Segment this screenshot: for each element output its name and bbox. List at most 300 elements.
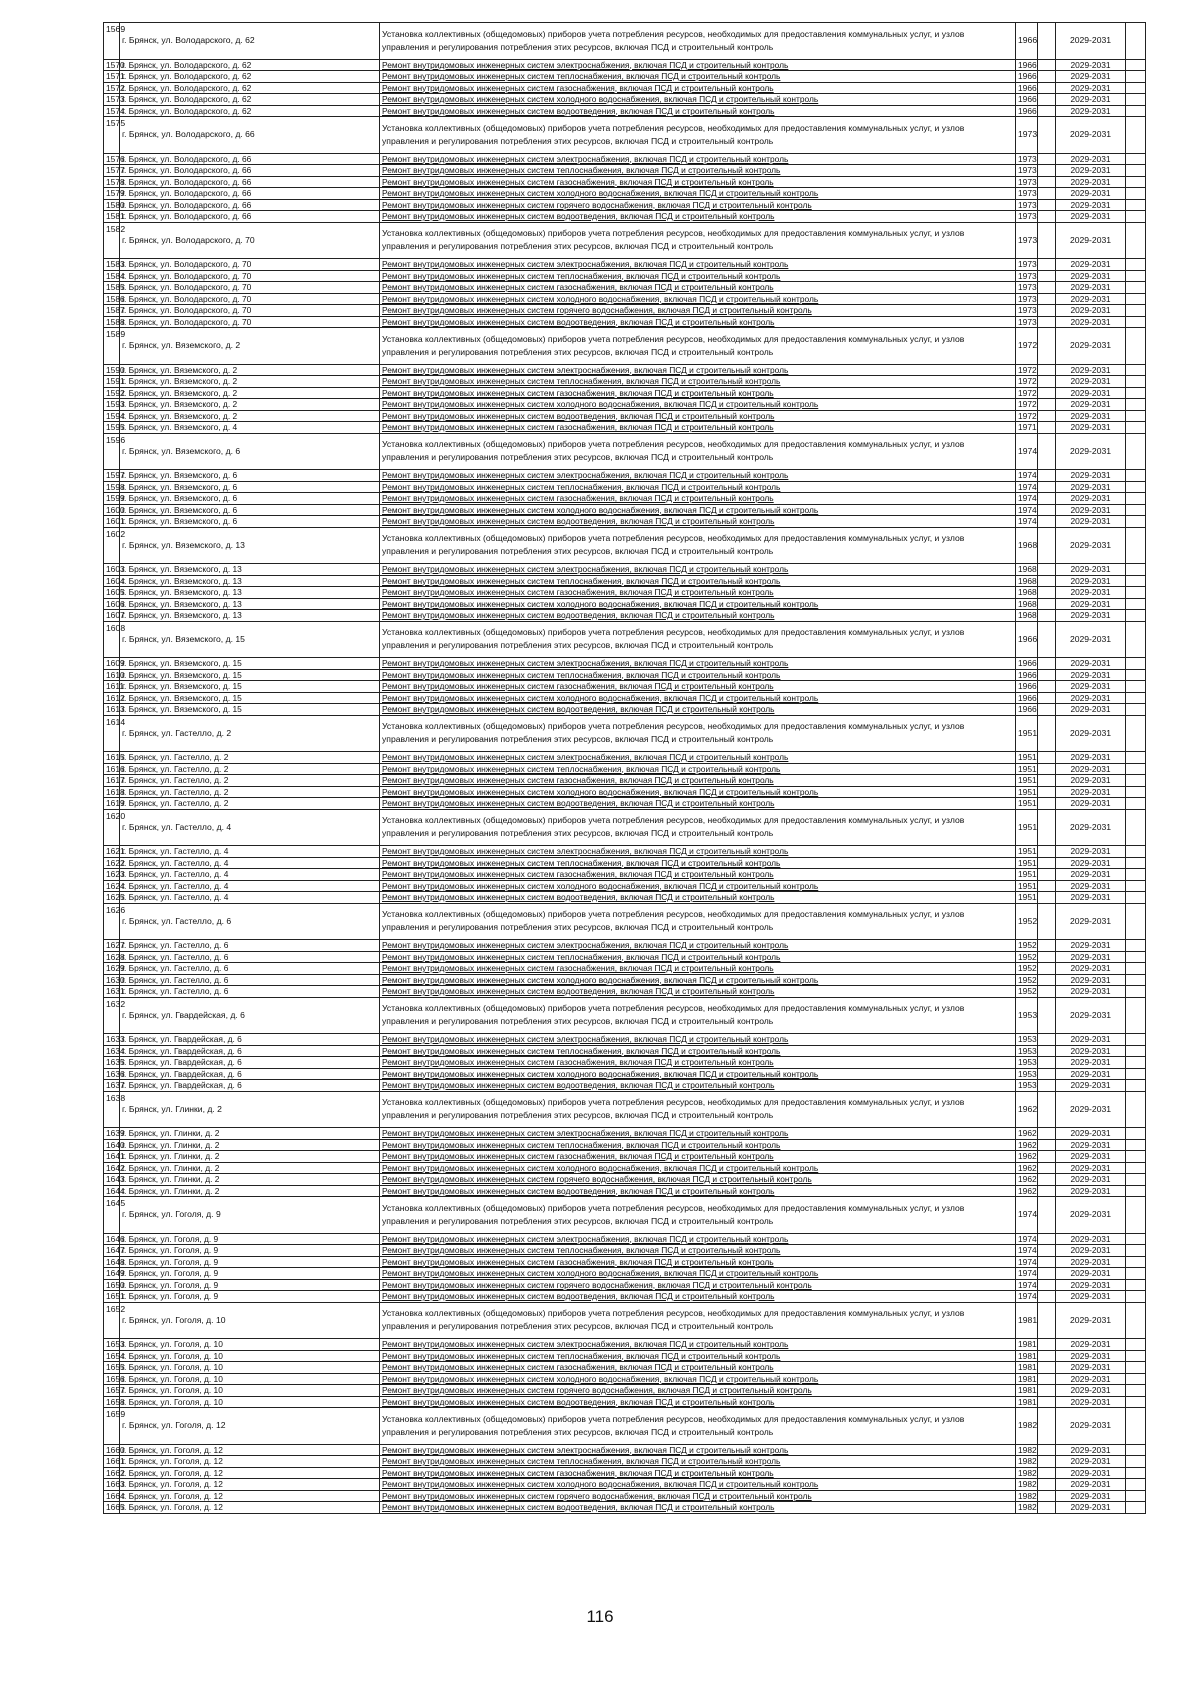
planned-period-cell: 2029-2031 [1056,610,1126,622]
address-cell: г. Брянск, ул. Гастелло, д. 2 [120,752,380,764]
address-cell: г. Брянск, ул. Гоголя, д. 9 [120,1279,380,1291]
address-cell: г. Брянск, ул. Володарского, д. 66 [120,211,380,223]
commissioning-year-cell: 1973 [1016,222,1038,259]
row-number: 1599 [104,493,120,505]
commissioning-year-cell: 1966 [1016,23,1038,60]
row-number: 1586 [104,293,120,305]
blank-cell [1038,564,1056,576]
work-type-cell: Ремонт внутридомовых инженерных систем газоснабжения, включая ПСД и строительный контроль [380,775,1016,787]
blank-cell [1038,963,1056,975]
blank-cell [1038,422,1056,434]
address-cell: г. Брянск, ул. Вяземского, д. 15 [120,704,380,716]
row-number: 1618 [104,786,120,798]
planned-period-cell: 2029-2031 [1056,1057,1126,1069]
planned-period-cell: 2029-2031 [1056,481,1126,493]
commissioning-year-cell: 1973 [1016,153,1038,165]
address-cell: г. Брянск, ул. Гоголя, д. 10 [120,1339,380,1351]
row-number: 1616 [104,763,120,775]
table-row [104,364,1146,376]
commissioning-year-cell: 1966 [1016,621,1038,658]
work-type-cell: Ремонт внутридомовых инженерных систем теплоснабжения, включая ПСД и строительный контроль [380,1350,1016,1362]
row-number: 1613 [104,704,120,716]
address-cell: г. Брянск, ул. Володарского, д. 66 [120,188,380,200]
blank-cell [1038,1339,1056,1351]
work-type-cell: Ремонт внутридомовых инженерных систем горячего водоснабжения, включая ПСД и строительный контроль [380,1174,1016,1186]
planned-period-cell: 2029-2031 [1056,575,1126,587]
work-type-cell: Установка коллективных (общедомовых) приборов учета потребления ресурсов, необходимых для предоставления коммунальных услуг, и узлов управления и регулирования потребления этих ресурсов, включая ПСД и строительный контроль [380,1408,1016,1445]
work-type-cell: Установка коллективных (общедомовых) приборов учета потребления ресурсов, необходимых для предоставления коммунальных услуг, и узлов управления и регулирования потребления этих ресурсов, включая ПСД и строительный контроль [380,1197,1016,1234]
table-row [104,94,1146,106]
work-type-cell: Ремонт внутридомовых инженерных систем теплоснабжения, включая ПСД и строительный контроль [380,951,1016,963]
commissioning-year-cell: 1953 [1016,1034,1038,1046]
work-type-cell: Ремонт внутридомовых инженерных систем горячего водоснабжения, включая ПСД и строительный контроль [380,305,1016,317]
work-type-cell: Ремонт внутридомовых инженерных систем электроснабжения, включая ПСД и строительный контроль [380,259,1016,271]
row-number: 1608 [104,621,120,658]
address-cell: г. Брянск, ул. Володарского, д. 66 [120,199,380,211]
blank-cell [1038,165,1056,177]
work-type-cell: Ремонт внутридомовых инженерных систем газоснабжения, включая ПСД и строительный контроль [380,282,1016,294]
capital-repair-register [103,22,1145,1514]
blank-cell [1038,846,1056,858]
commissioning-year-cell: 1973 [1016,211,1038,223]
table-row [104,1302,1146,1339]
table-row [104,1467,1146,1479]
blank-cell [1126,951,1146,963]
blank-cell [1038,1080,1056,1092]
table-row [104,1373,1146,1385]
table-row [104,610,1146,622]
blank-cell [1126,1080,1146,1092]
address-cell: г. Брянск, ул. Вяземского, д. 13 [120,587,380,599]
work-type-cell: Ремонт внутридомовых инженерных систем теплоснабжения, включая ПСД и строительный контроль [380,575,1016,587]
address-cell: г. Брянск, ул. Володарского, д. 66 [120,176,380,188]
address-cell: г. Брянск, ул. Гвардейская, д. 6 [120,1080,380,1092]
commissioning-year-cell: 1952 [1016,986,1038,998]
blank-cell [1126,986,1146,998]
row-number: 1583 [104,259,120,271]
planned-period-cell: 2029-2031 [1056,316,1126,328]
blank-cell [1038,211,1056,223]
work-type-cell: Установка коллективных (общедомовых) приборов учета потребления ресурсов, необходимых для предоставления коммунальных услуг, и узлов управления и регулирования потребления этих ресурсов, включая ПСД и строительный контроль [380,809,1016,846]
table-row [104,305,1146,317]
row-number: 1649 [104,1268,120,1280]
work-type-cell: Ремонт внутридомовых инженерных систем газоснабжения, включая ПСД и строительный контроль [380,587,1016,599]
commissioning-year-cell: 1974 [1016,493,1038,505]
row-number: 1619 [104,798,120,810]
commissioning-year-cell: 1974 [1016,504,1038,516]
blank-cell [1126,516,1146,528]
blank-cell [1126,763,1146,775]
address-cell: г. Брянск, ул. Гоголя, д. 12 [120,1467,380,1479]
blank-cell [1038,1444,1056,1456]
table-row [104,1080,1146,1092]
row-number: 1657 [104,1385,120,1397]
row-number: 1578 [104,176,120,188]
blank-cell [1126,1091,1146,1128]
work-type-cell: Ремонт внутридомовых инженерных систем электроснабжения, включая ПСД и строительный контроль [380,364,1016,376]
blank-cell [1038,974,1056,986]
blank-cell [1126,1162,1146,1174]
address-cell: г. Брянск, ул. Володарского, д. 66 [120,117,380,154]
blank-cell [1038,997,1056,1034]
commissioning-year-cell: 1973 [1016,293,1038,305]
blank-cell [1038,951,1056,963]
row-number: 1573 [104,94,120,106]
commissioning-year-cell: 1966 [1016,658,1038,670]
blank-cell [1038,1034,1056,1046]
row-number: 1652 [104,1302,120,1339]
commissioning-year-cell: 1981 [1016,1362,1038,1374]
planned-period-cell: 2029-2031 [1056,293,1126,305]
commissioning-year-cell: 1962 [1016,1185,1038,1197]
commissioning-year-cell: 1981 [1016,1385,1038,1397]
table-row [104,1128,1146,1140]
table-row [104,470,1146,482]
work-type-cell: Ремонт внутридомовых инженерных систем водоотведения, включая ПСД и строительный контроль [380,610,1016,622]
commissioning-year-cell: 1962 [1016,1162,1038,1174]
blank-cell [1038,575,1056,587]
commissioning-year-cell: 1972 [1016,376,1038,388]
commissioning-year-cell: 1974 [1016,433,1038,470]
work-type-cell: Ремонт внутридомовых инженерных систем газоснабжения, включая ПСД и строительный контроль [380,387,1016,399]
commissioning-year-cell: 1982 [1016,1444,1038,1456]
commissioning-year-cell: 1974 [1016,516,1038,528]
blank-cell [1038,1128,1056,1140]
table-row [104,763,1146,775]
blank-cell [1126,1068,1146,1080]
planned-period-cell: 2029-2031 [1056,1233,1126,1245]
table-row [104,199,1146,211]
row-number: 1609 [104,658,120,670]
row-number: 1585 [104,282,120,294]
work-type-cell: Ремонт внутридомовых инженерных систем теплоснабжения, включая ПСД и строительный контроль [380,1139,1016,1151]
blank-cell [1126,211,1146,223]
address-cell: г. Брянск, ул. Гастелло, д. 6 [120,903,380,940]
table-row [104,880,1146,892]
blank-cell [1038,1233,1056,1245]
planned-period-cell: 2029-2031 [1056,1174,1126,1186]
work-type-cell: Ремонт внутридомовых инженерных систем теплоснабжения, включая ПСД и строительный контроль [380,481,1016,493]
blank-cell [1038,1467,1056,1479]
planned-period-cell: 2029-2031 [1056,1279,1126,1291]
address-cell: г. Брянск, ул. Глинки, д. 2 [120,1091,380,1128]
address-cell: г. Брянск, ул. Володарского, д. 70 [120,293,380,305]
table-row [104,1139,1146,1151]
address-cell: г. Брянск, ул. Вяземского, д. 13 [120,564,380,576]
address-cell: г. Брянск, ул. Гоголя, д. 12 [120,1502,380,1514]
commissioning-year-cell: 1973 [1016,117,1038,154]
commissioning-year-cell: 1974 [1016,1256,1038,1268]
commissioning-year-cell: 1968 [1016,610,1038,622]
blank-cell [1126,575,1146,587]
blank-cell [1038,1502,1056,1514]
work-type-cell: Ремонт внутридомовых инженерных систем теплоснабжения, включая ПСД и строительный контроль [380,1245,1016,1257]
table-row [104,1151,1146,1163]
planned-period-cell: 2029-2031 [1056,1151,1126,1163]
blank-cell [1038,176,1056,188]
address-cell: г. Брянск, ул. Гоголя, д. 9 [120,1268,380,1280]
blank-cell [1126,564,1146,576]
table-row [104,1350,1146,1362]
register-rows [104,23,1146,1514]
blank-cell [1126,1034,1146,1046]
blank-cell [1126,188,1146,200]
commissioning-year-cell: 1974 [1016,1268,1038,1280]
address-cell: г. Брянск, ул. Гоголя, д. 9 [120,1233,380,1245]
commissioning-year-cell: 1952 [1016,903,1038,940]
address-cell: г. Брянск, ул. Гастелло, д. 2 [120,786,380,798]
planned-period-cell: 2029-2031 [1056,176,1126,188]
table-row [104,376,1146,388]
row-number: 1627 [104,940,120,952]
work-type-cell: Ремонт внутридомовых инженерных систем водоотведения, включая ПСД и строительный контроль [380,798,1016,810]
row-number: 1593 [104,399,120,411]
planned-period-cell: 2029-2031 [1056,880,1126,892]
table-row [104,1256,1146,1268]
planned-period-cell: 2029-2031 [1056,869,1126,881]
table-row [104,222,1146,259]
planned-period-cell: 2029-2031 [1056,94,1126,106]
table-row [104,328,1146,365]
work-type-cell: Ремонт внутридомовых инженерных систем водоотведения, включая ПСД и строительный контроль [380,704,1016,716]
commissioning-year-cell: 1974 [1016,1291,1038,1303]
blank-cell [1038,610,1056,622]
planned-period-cell: 2029-2031 [1056,1302,1126,1339]
commissioning-year-cell: 1981 [1016,1339,1038,1351]
address-cell: г. Брянск, ул. Вяземского, д. 6 [120,470,380,482]
blank-cell [1038,1091,1056,1128]
work-type-cell: Ремонт внутридомовых инженерных систем электроснабжения, включая ПСД и строительный контроль [380,1128,1016,1140]
blank-cell [1038,1396,1056,1408]
address-cell: г. Брянск, ул. Вяземского, д. 2 [120,364,380,376]
work-type-cell: Ремонт внутридомовых инженерных систем газоснабжения, включая ПСД и строительный контроль [380,493,1016,505]
planned-period-cell: 2029-2031 [1056,892,1126,904]
commissioning-year-cell: 1951 [1016,752,1038,764]
planned-period-cell: 2029-2031 [1056,1091,1126,1128]
blank-cell [1038,798,1056,810]
row-number: 1640 [104,1139,120,1151]
planned-period-cell: 2029-2031 [1056,846,1126,858]
planned-period-cell: 2029-2031 [1056,1385,1126,1397]
planned-period-cell: 2029-2031 [1056,1128,1126,1140]
blank-cell [1038,704,1056,716]
blank-cell [1038,282,1056,294]
row-number: 1610 [104,669,120,681]
row-number: 1633 [104,1034,120,1046]
work-type-cell: Ремонт внутридомовых инженерных систем горячего водоснабжения, включая ПСД и строительный контроль [380,1490,1016,1502]
blank-cell [1038,59,1056,71]
blank-cell [1126,376,1146,388]
blank-cell [1126,328,1146,365]
table-row [104,422,1146,434]
planned-period-cell: 2029-2031 [1056,387,1126,399]
blank-cell [1038,270,1056,282]
work-type-cell: Ремонт внутридомовых инженерных систем теплоснабжения, включая ПСД и строительный контроль [380,857,1016,869]
address-cell: г. Брянск, ул. Гоголя, д. 10 [120,1362,380,1374]
blank-cell [1126,1490,1146,1502]
address-cell: г. Брянск, ул. Гоголя, д. 12 [120,1490,380,1502]
commissioning-year-cell: 1966 [1016,681,1038,693]
work-type-cell: Ремонт внутридомовых инженерных систем электроснабжения, включая ПСД и строительный контроль [380,1034,1016,1046]
commissioning-year-cell: 1951 [1016,715,1038,752]
row-number: 1650 [104,1279,120,1291]
blank-cell [1126,493,1146,505]
table-row [104,575,1146,587]
blank-cell [1126,1291,1146,1303]
blank-cell [1126,1268,1146,1280]
blank-cell [1038,587,1056,599]
commissioning-year-cell: 1982 [1016,1502,1038,1514]
blank-cell [1126,1197,1146,1234]
row-number: 1620 [104,809,120,846]
planned-period-cell: 2029-2031 [1056,1373,1126,1385]
blank-cell [1126,94,1146,106]
planned-period-cell: 2029-2031 [1056,59,1126,71]
address-cell: г. Брянск, ул. Гоголя, д. 9 [120,1291,380,1303]
work-type-cell: Ремонт внутридомовых инженерных систем газоснабжения, включая ПСД и строительный контроль [380,1467,1016,1479]
blank-cell [1038,222,1056,259]
table-row [104,1034,1146,1046]
row-number: 1614 [104,715,120,752]
work-type-cell: Ремонт внутридомовых инженерных систем электроснабжения, включая ПСД и строительный контроль [380,59,1016,71]
address-cell: г. Брянск, ул. Гвардейская, д. 6 [120,1068,380,1080]
commissioning-year-cell: 1953 [1016,1045,1038,1057]
blank-cell [1126,692,1146,704]
blank-cell [1038,1174,1056,1186]
row-number: 1651 [104,1291,120,1303]
planned-period-cell: 2029-2031 [1056,105,1126,117]
table-row [104,704,1146,716]
planned-period-cell: 2029-2031 [1056,527,1126,564]
planned-period-cell: 2029-2031 [1056,328,1126,365]
planned-period-cell: 2029-2031 [1056,587,1126,599]
blank-cell [1038,527,1056,564]
blank-cell [1126,846,1146,858]
work-type-cell: Ремонт внутридомовых инженерных систем газоснабжения, включая ПСД и строительный контроль [380,82,1016,94]
blank-cell [1126,869,1146,881]
blank-cell [1038,809,1056,846]
row-number: 1638 [104,1091,120,1128]
blank-cell [1126,1245,1146,1257]
work-type-cell: Ремонт внутридомовых инженерных систем газоснабжения, включая ПСД и строительный контроль [380,422,1016,434]
address-cell: г. Брянск, ул. Гастелло, д. 4 [120,809,380,846]
blank-cell [1038,71,1056,83]
blank-cell [1126,1139,1146,1151]
planned-period-cell: 2029-2031 [1056,410,1126,422]
work-type-cell: Ремонт внутридомовых инженерных систем холодного водоснабжения, включая ПСД и строительный контроль [380,504,1016,516]
planned-period-cell: 2029-2031 [1056,516,1126,528]
address-cell: г. Брянск, ул. Вяземского, д. 15 [120,669,380,681]
work-type-cell: Ремонт внутридомовых инженерных систем теплоснабжения, включая ПСД и строительный контроль [380,669,1016,681]
address-cell: г. Брянск, ул. Гвардейская, д. 6 [120,1034,380,1046]
blank-cell [1126,598,1146,610]
row-number: 1598 [104,481,120,493]
work-type-cell: Ремонт внутридомовых инженерных систем теплоснабжения, включая ПСД и строительный контроль [380,1045,1016,1057]
commissioning-year-cell: 1951 [1016,809,1038,846]
table-row [104,410,1146,422]
blank-cell [1126,504,1146,516]
address-cell: г. Брянск, ул. Вяземского, д. 15 [120,621,380,658]
row-number: 1594 [104,410,120,422]
planned-period-cell: 2029-2031 [1056,997,1126,1034]
commissioning-year-cell: 1966 [1016,692,1038,704]
blank-cell [1126,1302,1146,1339]
commissioning-year-cell: 1971 [1016,422,1038,434]
work-type-cell: Установка коллективных (общедомовых) приборов учета потребления ресурсов, необходимых для предоставления коммунальных услуг, и узлов управления и регулирования потребления этих ресурсов, включая ПСД и строительный контроль [380,903,1016,940]
table-row [104,1291,1146,1303]
table-row [104,516,1146,528]
planned-period-cell: 2029-2031 [1056,704,1126,716]
blank-cell [1038,364,1056,376]
planned-period-cell: 2029-2031 [1056,1350,1126,1362]
blank-cell [1038,387,1056,399]
blank-cell [1126,1373,1146,1385]
blank-cell [1126,364,1146,376]
planned-period-cell: 2029-2031 [1056,259,1126,271]
blank-cell [1038,763,1056,775]
row-number: 1658 [104,1396,120,1408]
blank-cell [1038,1302,1056,1339]
table-row [104,621,1146,658]
address-cell: г. Брянск, ул. Володарского, д. 62 [120,94,380,106]
blank-cell [1038,1068,1056,1080]
blank-cell [1126,1456,1146,1468]
blank-cell [1126,1479,1146,1491]
commissioning-year-cell: 1952 [1016,963,1038,975]
register-table [103,22,1146,1514]
address-cell: г. Брянск, ул. Гоголя, д. 10 [120,1396,380,1408]
work-type-cell: Ремонт внутридомовых инженерных систем газоснабжения, включая ПСД и строительный контроль [380,1362,1016,1374]
address-cell: г. Брянск, ул. Гвардейская, д. 6 [120,1045,380,1057]
blank-cell [1038,94,1056,106]
row-number: 1639 [104,1128,120,1140]
blank-cell [1038,470,1056,482]
blank-cell [1038,1456,1056,1468]
row-number: 1642 [104,1162,120,1174]
row-number: 1645 [104,1197,120,1234]
blank-cell [1126,165,1146,177]
blank-cell [1038,433,1056,470]
work-type-cell: Ремонт внутридомовых инженерных систем холодного водоснабжения, включая ПСД и строительный контроль [380,1479,1016,1491]
blank-cell [1126,105,1146,117]
row-number: 1588 [104,316,120,328]
row-number: 1629 [104,963,120,975]
table-row [104,387,1146,399]
row-number: 1572 [104,82,120,94]
table-row [104,1162,1146,1174]
table-row [104,176,1146,188]
row-number: 1571 [104,71,120,83]
planned-period-cell: 2029-2031 [1056,621,1126,658]
address-cell: г. Брянск, ул. Гоголя, д. 12 [120,1456,380,1468]
commissioning-year-cell: 1982 [1016,1408,1038,1445]
row-number: 1574 [104,105,120,117]
blank-cell [1038,516,1056,528]
row-number: 1630 [104,974,120,986]
blank-cell [1038,892,1056,904]
planned-period-cell: 2029-2031 [1056,470,1126,482]
table-row [104,1045,1146,1057]
blank-cell [1126,669,1146,681]
work-type-cell: Установка коллективных (общедомовых) приборов учета потребления ресурсов, необходимых для предоставления коммунальных услуг, и узлов управления и регулирования потребления этих ресурсов, включая ПСД и строительный контроль [380,527,1016,564]
planned-period-cell: 2029-2031 [1056,433,1126,470]
commissioning-year-cell: 1962 [1016,1151,1038,1163]
work-type-cell: Ремонт внутридомовых инженерных систем газоснабжения, включая ПСД и строительный контроль [380,1256,1016,1268]
planned-period-cell: 2029-2031 [1056,270,1126,282]
table-row [104,1091,1146,1128]
blank-cell [1126,293,1146,305]
commissioning-year-cell: 1968 [1016,575,1038,587]
